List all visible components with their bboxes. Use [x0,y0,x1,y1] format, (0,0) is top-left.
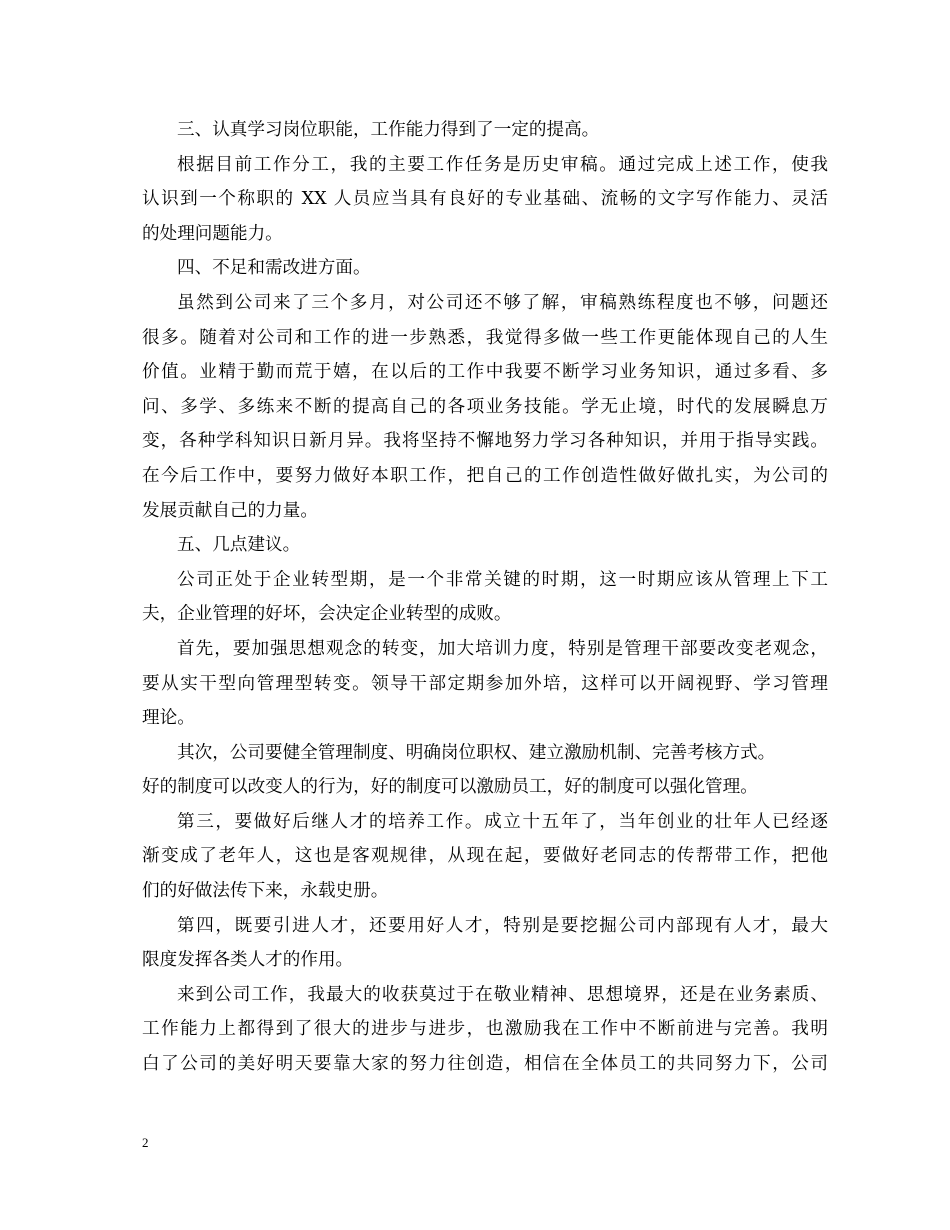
text-line: 五、几点建议。 [177,535,301,556]
text-line: 问、多学、多练来不断的提高自己的各项业务技能。学无止境，时代的发展瞬息万 [142,396,828,417]
text-line: 价值。业精于勤而荒于嬉，在以后的工作中我要不断学习业务知识，通过多看、多 [142,362,828,383]
body-text [142,113,828,1082]
text-line: 公司正处于企业转型期，是一个非常关键的时期，这一时期应该从管理上下工 [177,569,828,590]
text-line: 认识到一个称职的 XX 人员应当具有良好的专业基础、流畅的文字写作能力、灵活 [142,189,828,210]
text-line: 好的制度可以改变人的行为，好的制度可以激励员工，好的制度可以强化管理。 [142,777,758,798]
text-line: 白了公司的美好明天要靠大家的努力往创造，相信在全体员工的共同努力下，公司 [142,1054,828,1075]
text-line: 四、不足和需改进方面。 [177,258,371,279]
text-line: 第四，既要引进人才，还要用好人才，特别是要挖掘公司内部现有人才，最大 [177,915,828,936]
text-line: 在今后工作中，要努力做好本职工作，把自己的工作创造性做好做扎实，为公司的 [142,465,828,486]
text-line: 根据目前工作分工，我的主要工作任务是历史审稿。通过完成上述工作，使我 [177,154,828,175]
text-line: 虽然到公司来了三个多月，对公司还不够了解，审稿熟练程度也不够，问题还 [177,292,828,313]
text-line: 要从实干型向管理型转变。领导干部定期参加外培，这样可以开阔视野、学习管理 [142,673,828,694]
text-line: 第三，要做好后继人才的培养工作。成立十五年了，当年创业的壮年人已经逐 [177,811,828,832]
text-line: 工作能力上都得到了很大的进步与进步，也激励我在工作中不断前进与完善。我明 [142,1019,828,1040]
text-line: 的处理问题能力。 [142,223,283,244]
text-line: 其次，公司要健全管理制度、明确岗位职权、建立激励机制、完善考核方式。 [177,742,776,763]
text-line: 理论。 [142,708,195,729]
page-number: 2 [142,1135,149,1150]
text-line: 变，各种学科知识日新月异。我将坚持不懈地努力学习各种知识，并用于指导实践。 [142,431,828,452]
text-line: 们的好做法传下来，永载史册。 [142,881,389,902]
text-line: 发展贡献自己的力量。 [142,500,318,521]
text-line: 三、认真学习岗位职能，工作能力得到了一定的提高。 [177,120,600,140]
text-line: 首先，要加强思想观念的转变，加大培训力度，特别是管理干部要改变老观念， [177,638,828,659]
text-line: 渐变成了老年人，这也是客观规律，从现在起，要做好老同志的传帮带工作，把他 [142,846,828,867]
text-line: 夫，企业管理的好坏，会决定企业转型的成败。 [142,604,512,625]
text-line: 来到公司工作，我最大的收获莫过于在敬业精神、思想境界，还是在业务素质、 [177,984,828,1005]
text-line: 很多。随着对公司和工作的进一步熟悉，我觉得多做一些工作更能体现自己的人生 [142,327,828,348]
text-line: 限度发挥各类人才的作用。 [142,950,354,971]
